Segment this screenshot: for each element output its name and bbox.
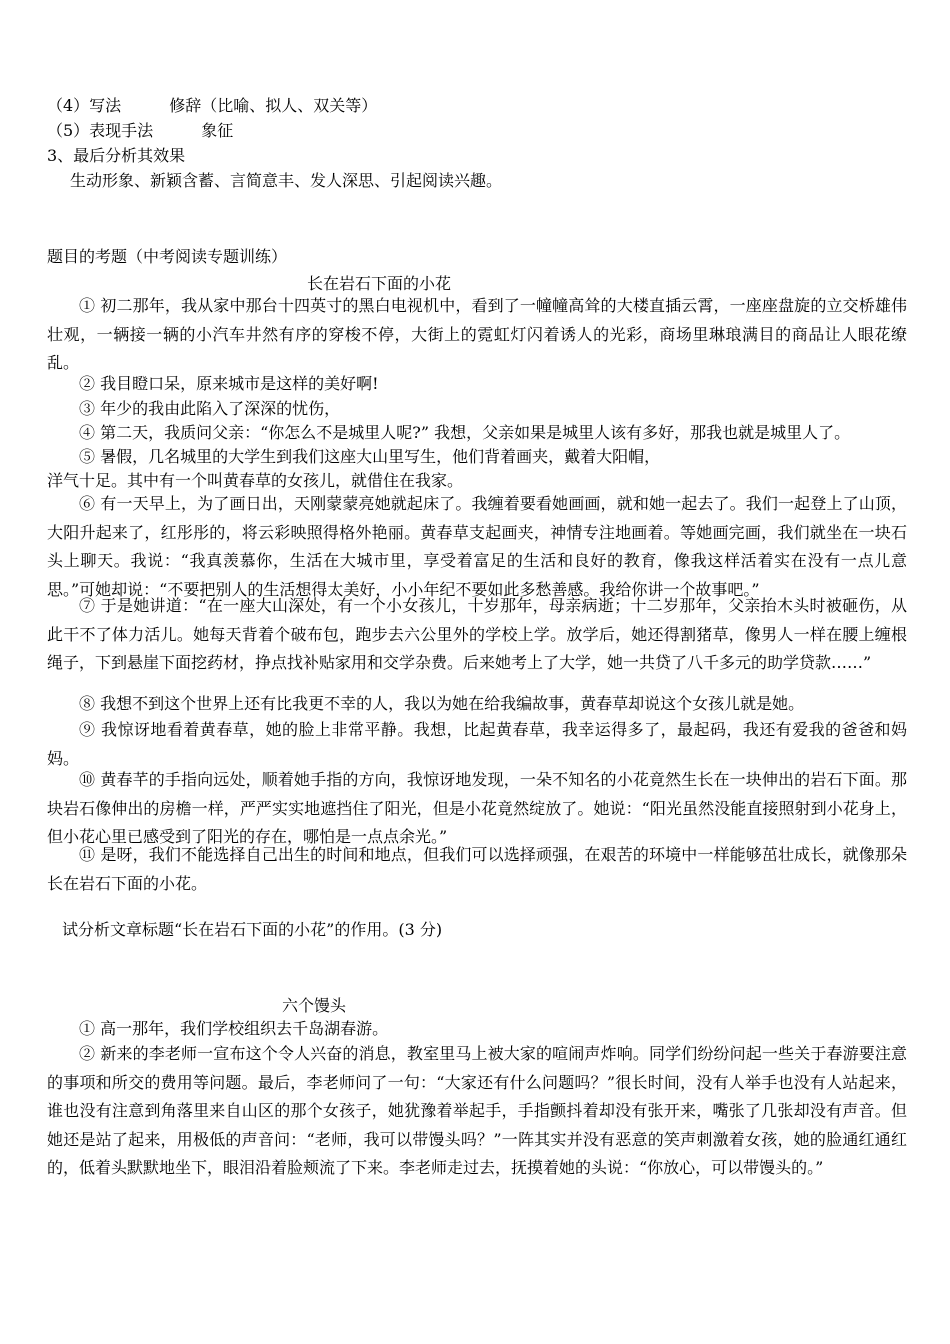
item-4-value: 修辞（比喻、拟人、双关等） bbox=[169, 96, 378, 115]
section-heading: 题目的考题（中考阅读专题训练） bbox=[47, 247, 288, 266]
article-1-paragraph-1: ① 初二那年，我从家中那台十四英寸的黑白电视机中，看到了一幢幢高耸的大楼直插云霄，一座座盘旋的立交桥雄伟壮观，一辆接一辆的小汽车井然有序的穿梭不停，大街上的霓虹灯闪着诱人的光彩，商场里琳琅满目的商品让人眼花缭乱。 bbox=[47, 296, 907, 372]
article-1-paragraph-2: ② 我目瞪口呆，原来城市是这样的美好啊! bbox=[79, 374, 379, 393]
article-1-paragraph-6: ⑥ 有一天早上，为了画日出，天刚蒙蒙亮她就起床了。我缠着要看她画画，就和她一起去了。我们一起登上了山顶，大阳升起来了，红彤彤的，将云彩映照得格外艳丽。黄春草支起画夹，神情专注地画着。等她画完画，我们就坐在一块石头上聊天。我说：“我真羡慕你，生活在大城市里，享受着富足的生活和良好的教育，像我这样活着实在没有一点儿意思。”可她却说：“不要把别人的生活想得太美好，小小年纪不要如此多愁善感。我给你讲一个故事吧。” bbox=[47, 494, 907, 599]
article-1-paragraph-11: ⑪ 是呀，我们不能选择自己出生的时间和地点，但我们可以选择顽强，在艰苦的环境中一样能够茁壮成长，就像那朵长在岩石下面的小花。 bbox=[47, 845, 907, 893]
step-3-line: 3、最后分析其效果 bbox=[47, 146, 186, 165]
item-4-line bbox=[47, 93, 377, 118]
article-2-title: 六个馒头 bbox=[282, 996, 347, 1015]
item-5-line bbox=[47, 118, 233, 143]
article-1-paragraph-8: ⑧ 我想不到这个世界上还有比我更不幸的人，我以为她在给我编故事，黄春草却说这个女孩儿就是她。 bbox=[79, 694, 805, 713]
article-1-title: 长在岩石下面的小花 bbox=[307, 274, 452, 293]
article-1-paragraph-9: ⑨ 我惊讶地看着黄春草，她的脸上非常平静。我想，比起黄春草，我幸运得多了，最起码，我还有爱我的爸爸和妈妈。 bbox=[47, 720, 907, 768]
article-1-paragraph-5a: ⑤ 暑假，几名城里的大学生到我们这座大山里写生，他们背着画夹，戴着大阳帽， bbox=[79, 447, 661, 466]
article-1-paragraph-3: ③ 年少的我由此陷入了深深的忧伤， bbox=[79, 399, 341, 418]
item-5-value: 象征 bbox=[201, 121, 234, 140]
article-1-paragraph-7: ⑦ 于是她讲道：“在一座大山深处，有一个小女孩儿，十岁那年，母亲病逝；十二岁那年，父亲抬木头时被砸伤，从此干不了体力活儿。她每天背着个破布包，跑步去六公里外的学校上学。放学后，她还得割猪草，像男人一样在腰上缠根绳子，下到悬崖下面挖药材，挣点找补贴家用和交学杂费。后来她考上了大学，她一共贷了八千多元的助学贷款……” bbox=[47, 596, 907, 672]
article-1-paragraph-10: ⑩ 黄春芊的手指向远处，顺着她手指的方向，我惊讶地发现，一朵不知名的小花竟然生长在一块伸出的岩石下面。那块岩石像伸出的房檐一样，严严实实地遮挡住了阳光，但是小花竟然绽放了。她说：“阳光虽然没能直接照射到小花身上，但小花心里已感受到了阳光的存在，哪怕是一点点余光。” bbox=[47, 770, 907, 846]
article-1-paragraph-5b: 洋气十足。其中有一个叫黄春草的女孩儿，就借住在我家。 bbox=[47, 471, 464, 490]
article-1-paragraph-4: ④ 第二天，我质问父亲：“你怎么不是城里人呢?” 我想，父亲如果是城里人该有多好，那我也就是城里人了。 bbox=[79, 423, 851, 442]
item-4-label: （4）写法 bbox=[47, 96, 122, 115]
question-line: 试分析文章标题“长在岩石下面的小花”的作用。(3 分) bbox=[62, 920, 443, 939]
article-2-paragraph-2: ② 新来的李老师一宣布这个令人兴奋的消息，教室里马上被大家的喧闹声炸响。同学们纷纷问起一些关于春游要注意的事项和所交的费用等问题。最后，李老师问了一句：“大家还有什么问题吗？”很长时间，没有人举手也没有人站起来，谁也没有注意到角落里来自山区的那个女孩子，她犹豫着举起手，手指颤抖着却没有张开来，嘴张了几张却没有声音。但她还是站了起来，用极低的声音问：“老师，我可以带馒头吗？”一阵其实并没有恶意的笑声刺激着女孩，她的脸通红通红的，低着头默默地坐下，眼泪沿着脸颊流了下来。李老师走过去，抚摸着她的头说：“你放心，可以带馒头的。” bbox=[47, 1044, 907, 1177]
effects-line: 生动形象、新颖含蓄、言简意丰、发人深思、引起阅读兴趣。 bbox=[70, 171, 503, 190]
item-5-label: （5）表现手法 bbox=[47, 121, 154, 140]
article-2-paragraph-1: ① 高一那年，我们学校组织去千岛湖春游。 bbox=[79, 1019, 389, 1038]
